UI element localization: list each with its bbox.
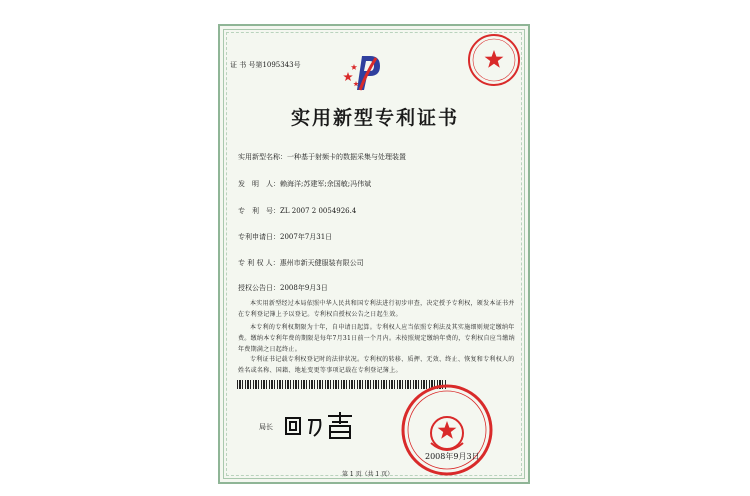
utility-model-name-field [238, 152, 406, 162]
patentee-field [238, 258, 364, 268]
issue-date: 2008年9月3日 [425, 452, 480, 461]
utility-model-name-label: 实用新型名称： [238, 153, 287, 161]
paragraph-term: 本专利的专利权期限为十年，自申请日起算。专利权人应当依照专利法及其实施细则规定缴纳年费。缴纳本专利年费的期限是每年7月31日前一个月内。未按照规定缴纳年费的，专利权自应当缴纳年费期满之日起终止。 [238, 324, 515, 353]
director-label: 局长 [259, 423, 273, 431]
patentee-label: 专 利 权 人： [238, 259, 280, 267]
patent-number-field [238, 206, 356, 216]
filing-date-field [238, 232, 332, 242]
inventor-value: 赖海洋;苏建军;余国敏;冯伟斌 [280, 180, 372, 188]
paragraph-grant: 本实用新型经过本局依照中华人民共和国专利法进行初步审查，决定授予专利权，颁发本证书并在专利登记簿上予以登记。专利权自授权公告之日起生效。 [238, 300, 515, 318]
patentee-value: 惠州市新天健服装有限公司 [279, 259, 364, 267]
grant-date-value: 2008年9月3日 [280, 284, 328, 292]
patent-number-label: 专 利 号： [238, 207, 280, 215]
filing-date-value: 2007年7月31日 [280, 233, 333, 241]
patent-number-value: ZL 2007 2 0054926.4 [280, 207, 357, 215]
grant-date-label: 授权公告日： [238, 284, 280, 292]
grant-date-field [238, 283, 328, 293]
official-seal-top-icon [466, 32, 522, 88]
patent-office-emblem-icon [340, 52, 390, 94]
page-number: 第 1 页（共 1 页） [342, 471, 394, 478]
inventor-field [238, 179, 371, 189]
paragraph-registry: 专利证书记载专利权登记时的法律状况。专利权的转移、质押、无效、终止、恢复和专利权人的姓名或名称、国籍、地址变更等事项记载在专利登记簿上。 [238, 356, 515, 374]
director-signature [282, 410, 362, 440]
inventor-label: 发 明 人： [238, 180, 280, 188]
certificate-title: 实用新型专利证书 [290, 107, 459, 129]
certificate-number: 证 书 号第1095343号 [230, 61, 301, 69]
utility-model-name-value: 一种基于射频卡的数据采集与处理装置 [287, 153, 406, 161]
filing-date-label: 专利申请日： [238, 233, 280, 241]
official-seal-bottom-icon [400, 383, 494, 477]
